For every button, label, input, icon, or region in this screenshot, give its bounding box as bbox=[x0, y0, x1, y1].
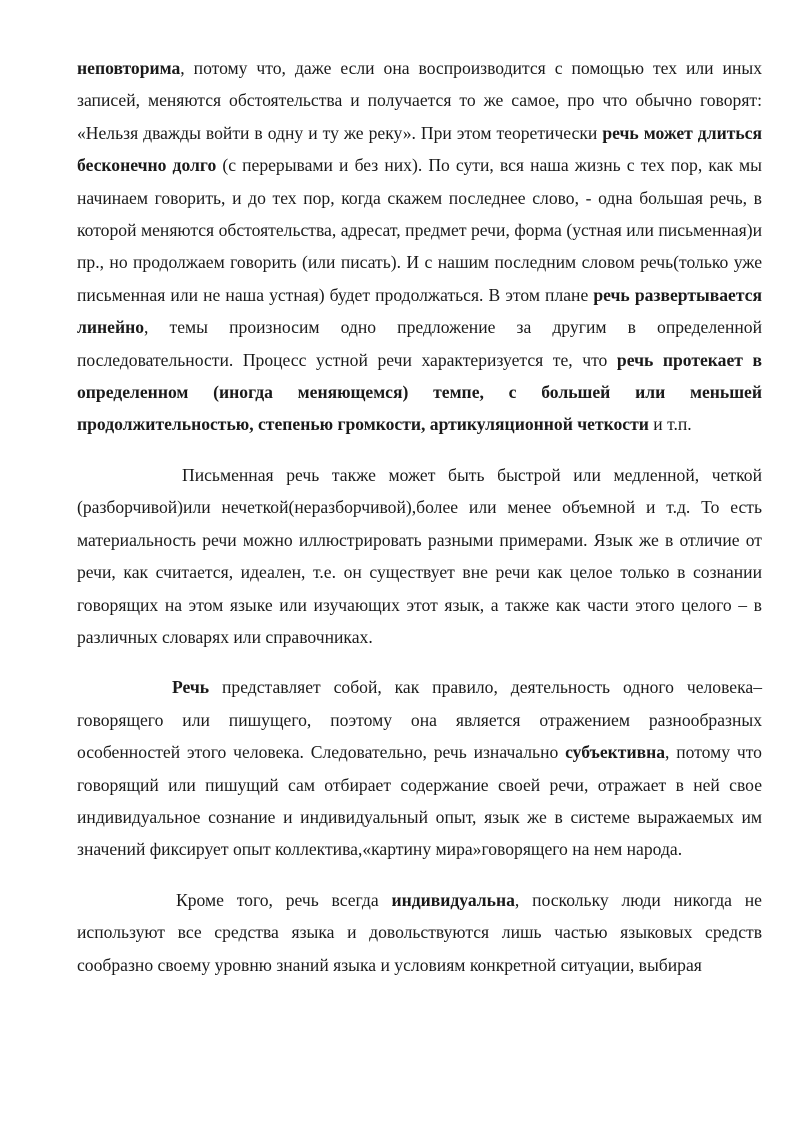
bold-phrase-speech: Речь bbox=[172, 677, 210, 698]
bold-phrase-unrepeatable: неповторима bbox=[77, 58, 181, 78]
text-run: , потому что, даже если она воспроизводится с помощью тех или иных записей, меняются обстоятельства и получается то же самое, про что обычно говорят: «Нельзя дважды войти в одну и ту же реку». При этом теоретически bbox=[77, 58, 762, 143]
paragraph-2 bbox=[77, 459, 762, 653]
text-run: и т.п. bbox=[648, 414, 692, 435]
text-run: , поскольку люди никогда не используют все средства языка и довольствуются лишь частью языковых средств сообразно своему уровню знаний языка и условиям конкретной ситуации, выбирая bbox=[77, 889, 762, 975]
paragraph-4 bbox=[77, 884, 762, 981]
text-run: представляет собой, как правило, деятельность одного человека– говорящего или пишущего, поэтому она является отражением разнообразных особенностей этого человека. Следовательно, речь изначально bbox=[77, 677, 762, 763]
text-run: Кроме того, речь всегда bbox=[176, 889, 392, 910]
text-run: , потому что говорящий или пишущий сам отбирает содержание своей речи, отражает в ней свое индивидуальное сознание и индивидуальный опыт, язык же в системе выражаемых им значений фиксирует опыт коллектива,«картину мира»говорящего на нем народа. bbox=[77, 742, 762, 860]
text-run: , темы произносим одно предложение за другим в определенной последовательности. Процесс устной речи характеризуется те, что bbox=[77, 317, 762, 370]
bold-phrase-individual: индивидуальна bbox=[391, 889, 515, 910]
bold-phrase-subjective: субъективна bbox=[565, 742, 666, 763]
bold-phrase-infinite-speech: речь может длиться бесконечно долго bbox=[77, 122, 762, 176]
bold-phrase-linear-speech: речь развертывается линейно bbox=[77, 284, 763, 338]
paragraph-3 bbox=[77, 671, 762, 865]
bold-phrase-tempo: речь протекает в определенном (иногда меняющемся) темпе, с большей или меньшей продолжительностью, степенью громкости, артикуляционной четкости bbox=[77, 349, 762, 435]
paragraph-1 bbox=[77, 52, 762, 441]
text-run: Письменная речь также может быть быстрой или медленной, четкой (разборчивой)или нечеткой(неразборчивой),более или менее объемной и т.д. То есть материальность речи можно иллюстрировать разными примерами. Язык же в отличие от речи, как считается, идеален, т.е. он существует вне речи как целое только в сознании говорящих на этом языке или изучающих этот язык, а также как части этого целого – в различных словарях или справочниках. bbox=[77, 464, 762, 647]
text-run: (с перерывами и без них). По сути, вся наша жизнь с тех пор, как мы начинаем говорить, и до тех пор, когда скажем последнее слово, - одна большая речь, в которой меняются обстоятельства, адресат, предмет речи, форма (устная или письменная)и пр., но продолжаем говорить (или писать). И с нашим последним словом речь(только уже письменная или не наша устная) будет продолжаться. В этом плане bbox=[77, 155, 763, 305]
